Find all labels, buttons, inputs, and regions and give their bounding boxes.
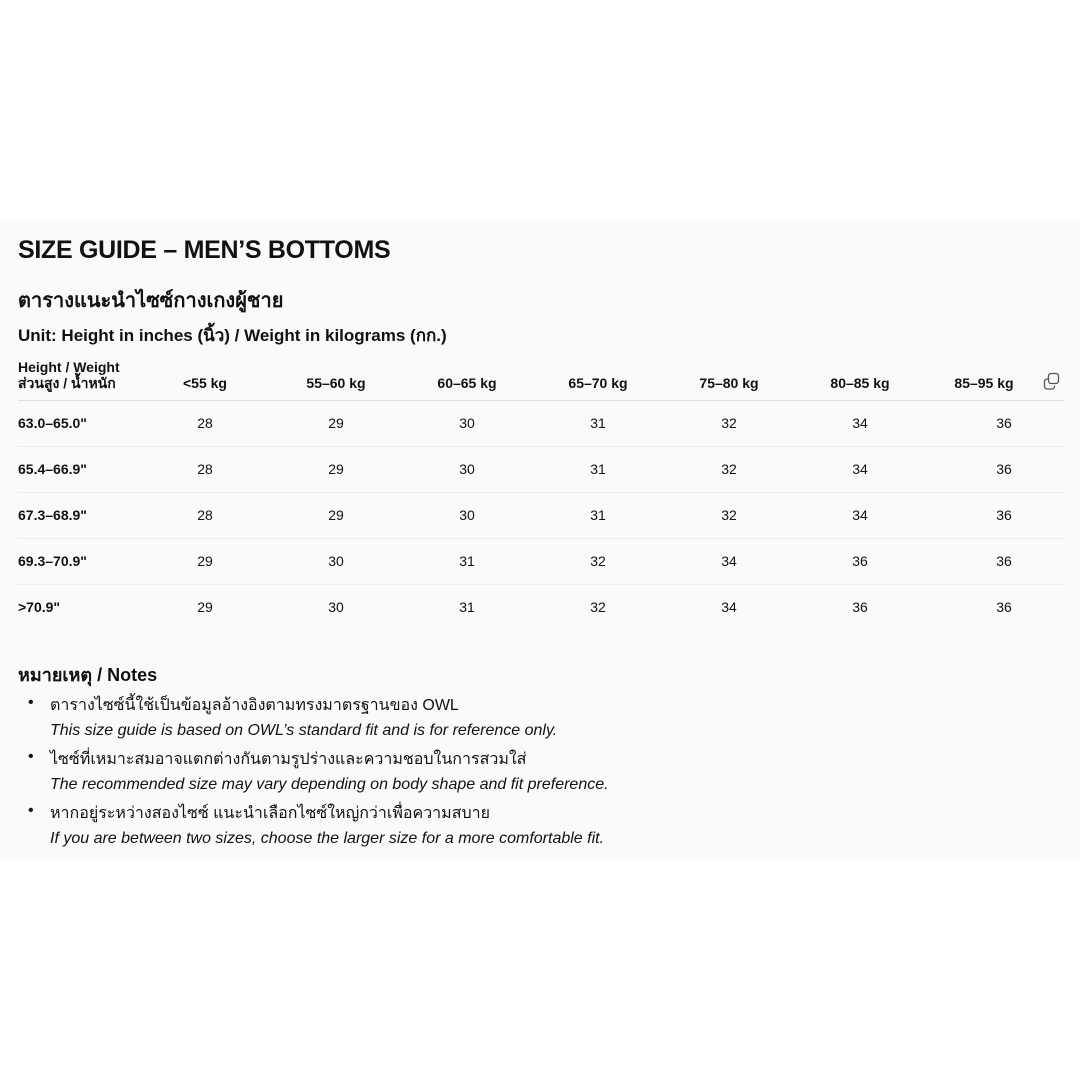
table-row: [18, 585, 1065, 630]
size-cell: 31: [590, 415, 606, 431]
row-header: 63.0–65.0": [18, 415, 87, 431]
size-cell: 34: [852, 507, 868, 523]
size-cell: 36: [996, 599, 1012, 615]
column-header: 75–80 kg: [699, 375, 759, 391]
size-cell: 36: [996, 415, 1012, 431]
note-item: [28, 802, 1028, 852]
unit-note: Unit: Height in inches (นิ้ว) / Weight in kilograms (กก.): [18, 326, 447, 345]
table-header: [18, 356, 1065, 401]
size-cell: 34: [852, 415, 868, 431]
column-header: <55 kg: [183, 375, 227, 391]
column-header: 80–85 kg: [830, 375, 890, 391]
note-item: [28, 694, 1028, 744]
size-cell: 32: [721, 507, 737, 523]
size-cell: 30: [459, 461, 475, 477]
table-row: [18, 401, 1065, 447]
corner-header-th: ส่วนสูง / น้ำหนัก: [18, 375, 116, 391]
table-body: [18, 401, 1065, 630]
size-cell: 30: [459, 415, 475, 431]
size-cell: 36: [852, 553, 868, 569]
size-cell: 28: [197, 507, 213, 523]
note-thai: ตารางไซซ์นี้ใช้เป็นข้อมูลอ้างอิงตามทรงมาตรฐานของ OWL: [50, 697, 459, 714]
note-thai: หากอยู่ระหว่างสองไซซ์ แนะนำเลือกไซซ์ใหญ่กว่าเพื่อความสบาย: [50, 805, 490, 822]
size-cell: 31: [459, 553, 475, 569]
corner-header-en: Height / Weight: [18, 359, 120, 375]
size-table: [18, 356, 1065, 630]
table-row: [18, 539, 1065, 585]
size-cell: 32: [590, 553, 606, 569]
size-cell: 36: [996, 507, 1012, 523]
size-cell: 30: [459, 507, 475, 523]
notes-title: หมายเหตุ / Notes: [18, 665, 158, 685]
note-english: This size guide is based on OWL’s standard fit and is for reference only.: [50, 722, 558, 739]
size-cell: 31: [590, 507, 606, 523]
size-cell: 32: [721, 415, 737, 431]
size-cell: 28: [197, 415, 213, 431]
size-cell: 32: [590, 599, 606, 615]
size-cell: 32: [721, 461, 737, 477]
size-cell: 36: [852, 599, 868, 615]
size-cell: 34: [721, 599, 737, 615]
thai-subtitle: ตารางแนะนำไซซ์กางเกงผู้ชาย: [18, 290, 284, 312]
size-cell: 29: [328, 461, 344, 477]
size-cell: 29: [197, 553, 213, 569]
size-cell: 31: [459, 599, 475, 615]
row-header: 65.4–66.9": [18, 461, 87, 477]
size-cell: 30: [328, 599, 344, 615]
size-cell: 34: [721, 553, 737, 569]
size-cell: 31: [590, 461, 606, 477]
corner-header: [18, 359, 120, 391]
bullet-icon: •: [28, 802, 34, 819]
note-thai: ไซซ์ที่เหมาะสมอาจแตกต่างกันตามรูปร่างและความชอบในการสวมใส่: [50, 751, 527, 768]
notes-list: [28, 694, 1028, 856]
size-cell: 29: [328, 415, 344, 431]
size-cell: 30: [328, 553, 344, 569]
bullet-icon: •: [28, 748, 34, 765]
page-title: SIZE GUIDE – MEN’S BOTTOMS: [18, 236, 391, 264]
column-header: 60–65 kg: [437, 375, 497, 391]
size-cell: 36: [996, 553, 1012, 569]
size-cell: 29: [328, 507, 344, 523]
table-row: [18, 447, 1065, 493]
size-cell: 28: [197, 461, 213, 477]
note-item: [28, 748, 1028, 798]
table-row: [18, 493, 1065, 539]
row-header: >70.9": [18, 599, 61, 615]
bullet-icon: •: [28, 694, 34, 711]
size-guide-panel: [0, 220, 1080, 860]
size-cell: 34: [852, 461, 868, 477]
copy-icon[interactable]: [1043, 372, 1061, 390]
note-english: The recommended size may vary depending on body shape and fit preference.: [50, 776, 609, 793]
size-cell: 29: [197, 599, 213, 615]
column-header: 55–60 kg: [306, 375, 366, 391]
row-header: 67.3–68.9": [18, 507, 87, 523]
row-header: 69.3–70.9": [18, 553, 87, 569]
note-english: If you are between two sizes, choose the larger size for a more comfortable fit.: [50, 830, 605, 847]
column-header: 65–70 kg: [568, 375, 628, 391]
size-cell: 36: [996, 461, 1012, 477]
column-header: 85–95 kg: [954, 375, 1014, 391]
